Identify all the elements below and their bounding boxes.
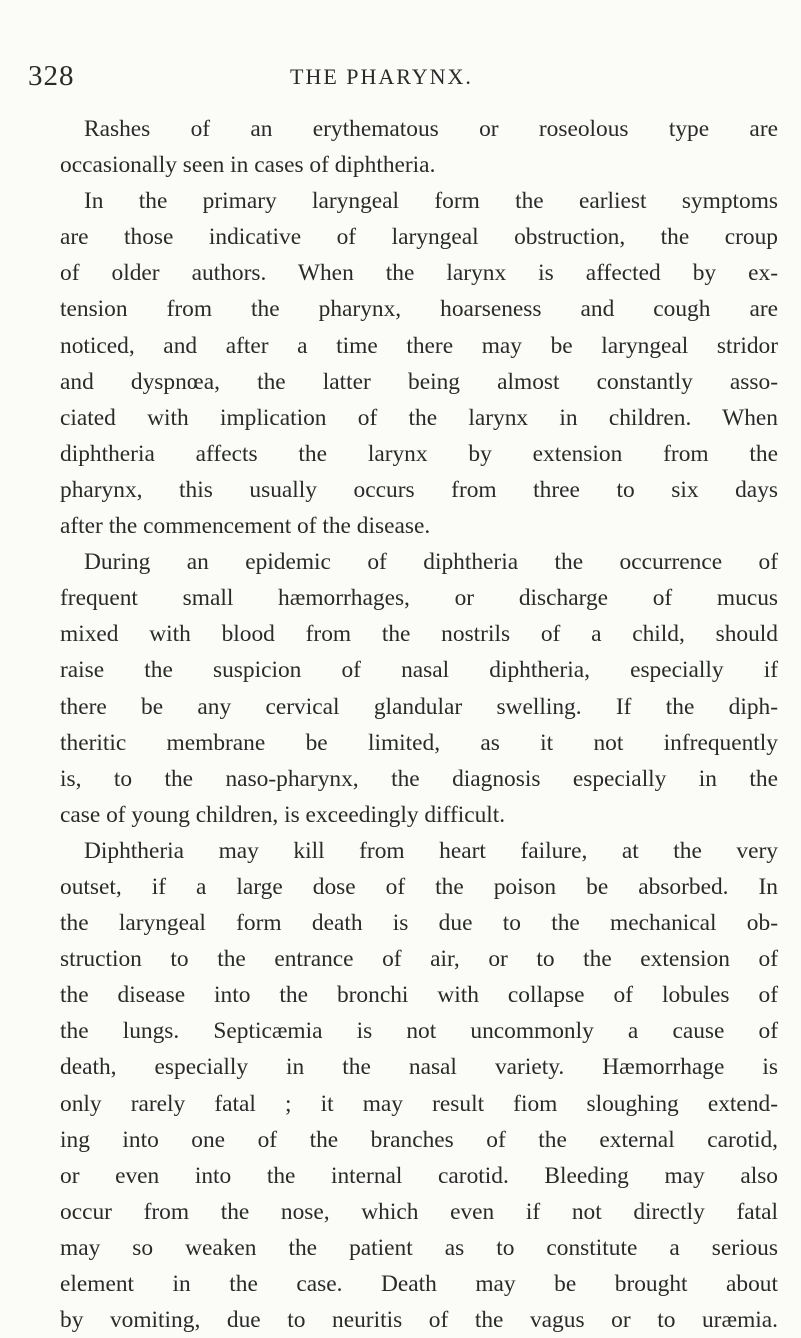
text-line: or even into the internal carotid. Bleeding may also	[60, 1162, 778, 1189]
running-title: THE PHARYNX.	[290, 64, 473, 89]
text-line: occur from the nose, which even if not directly fatal	[60, 1198, 778, 1225]
text-line: ciated with implication of the larynx in children. When	[60, 404, 778, 431]
text-line: the lungs. Septicæmia is not uncommonly a cause of	[60, 1018, 778, 1045]
text-line: there be any cervical glandular swelling. If the diph-	[60, 693, 778, 720]
text-line: raise the suspicion of nasal diphtheria, especially if	[60, 657, 778, 684]
text-line: theritic membrane be limited, as it not infrequently	[60, 729, 778, 756]
text-line: may so weaken the patient as to constitute a serious	[60, 1234, 778, 1261]
text-line: pharynx, this usually occurs from three to six days	[60, 476, 778, 503]
text-line: ing into one of the branches of the external carotid,	[60, 1126, 778, 1153]
text-line: the disease into the bronchi with collapse of lobules of	[60, 982, 778, 1009]
text-line: of older authors. When the larynx is affected by ex-	[60, 260, 778, 287]
text-line: after the commencement of the disease.	[60, 513, 431, 540]
text-line: outset, if a large dose of the poison be absorbed. In	[60, 873, 778, 900]
text-line: is, to the naso-pharynx, the diagnosis especially in the	[60, 765, 778, 792]
text-line: by vomiting, due to neuritis of the vagus or to uræmia.	[60, 1307, 778, 1334]
text-line: mixed with blood from the nostrils of a child, should	[60, 621, 778, 648]
page-number: 328	[28, 60, 75, 92]
text-line: and dyspnœa, the latter being almost constantly asso-	[60, 368, 778, 395]
text-line: only rarely fatal ; it may result fiom sloughing extend-	[60, 1090, 778, 1117]
text-line: diphtheria affects the larynx by extension from the	[60, 440, 778, 467]
text-line: are those indicative of laryngeal obstruction, the croup	[60, 224, 778, 251]
text-line: noticed, and after a time there may be laryngeal stridor	[60, 332, 778, 359]
text-line: element in the case. Death may be brought about	[60, 1271, 778, 1297]
text-line: In the primary laryngeal form the earliest symptoms	[84, 188, 778, 215]
text-line: tension from the pharynx, hoarseness and cough are	[60, 296, 778, 323]
text-line: frequent small hæmorrhages, or discharge of mucus	[60, 585, 778, 612]
running-head	[28, 60, 781, 100]
text-line: occasionally seen in cases of diphtheria.	[60, 152, 436, 179]
text-line: During an epidemic of diphtheria the occurrence of	[84, 549, 778, 576]
text-line: case of young children, is exceedingly difficult.	[60, 801, 506, 828]
text-line: Rashes of an erythematous or roseolous type are	[84, 116, 778, 142]
text-line: Diphtheria may kill from heart failure, at the very	[84, 837, 778, 864]
text-line: struction to the entrance of air, or to the extension of	[60, 946, 778, 973]
body-text	[60, 111, 778, 1338]
text-line: death, especially in the nasal variety. Hæmorrhage is	[60, 1054, 778, 1081]
text-line: the laryngeal form death is due to the mechanical ob-	[60, 910, 778, 937]
